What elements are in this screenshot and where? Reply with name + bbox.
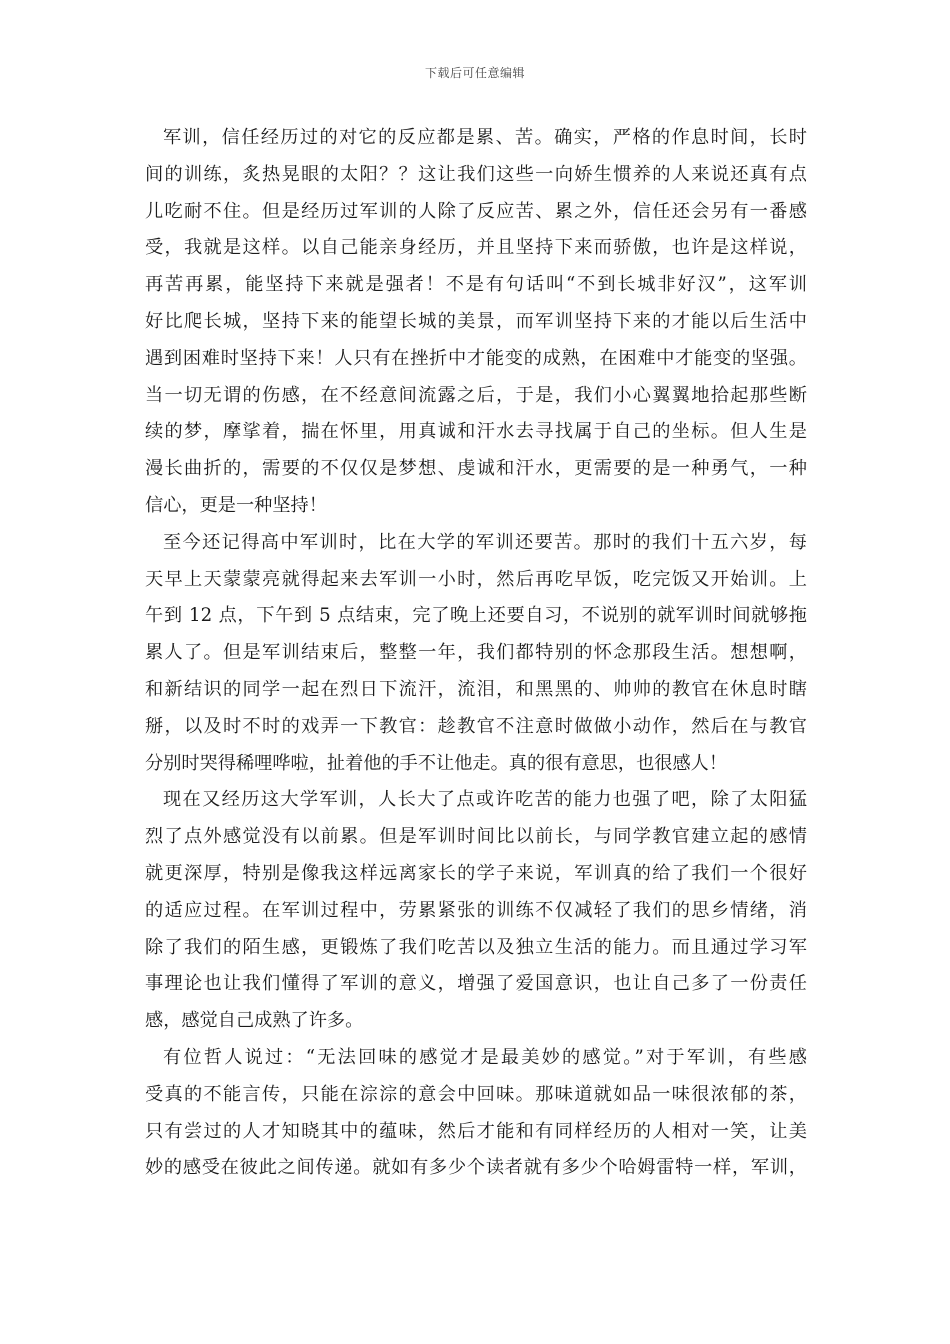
document-body [145, 120, 807, 1187]
text-line: 信心，更是一种坚持！ [145, 494, 327, 516]
text-line: 有位哲人说过：“无法回味的感觉才是最美妙的感觉。”对于军训，有些感 [163, 1046, 807, 1068]
text-line: 和新结识的同学一起在烈日下流汗，流泪，和黑黑的、帅帅的教官在休息时瞎 [145, 678, 807, 700]
text-line: 儿吃耐不住。但是经历过军训的人除了反应苦、累之外，信任还会另有一番感 [145, 200, 807, 222]
text-line: 受真的不能言传，只能在淙淙的意会中回味。那味道就如品一味很浓郁的茶， [145, 1083, 807, 1105]
page-header: 下载后可任意编辑 [424, 66, 525, 80]
text-line: 午到 12 点，下午到 5 点结束，完了晚上还要自习，不说别的就军训时间就够拖 [145, 605, 807, 627]
text-line: 续的梦，摩挲着，揣在怀里，用真诚和汗水去寻找属于自己的坐标。但人生是 [145, 421, 807, 443]
text-line: 漫长曲折的，需要的不仅仅是梦想、虔诚和汗水，更需要的是一种勇气，一种 [145, 458, 807, 480]
text-line: 分别时哭得稀哩哗啦，扯着他的手不让他走。真的很有意思，也很感人！ [145, 752, 728, 774]
text-line: 当一切无谓的伤感，在不经意间流露之后，于是，我们小心翼翼地拾起那些断 [145, 384, 807, 406]
text-line: 掰，以及时不时的戏弄一下教官：趁教官不注意时做做小动作，然后在与教官 [145, 715, 807, 737]
paragraph [145, 782, 807, 1040]
paragraph [145, 525, 807, 783]
text-line: 受，我就是这样。以自己能亲身经历，并且坚持下来而骄傲，也许是这样说， [145, 237, 807, 259]
text-line: 遇到困难时坚持下来！人只有在挫折中才能变的成熟，在困难中才能变的坚强。 [145, 347, 807, 369]
text-line: 好比爬长城，坚持下来的能望长城的美景，而军训坚持下来的才能以后生活中 [145, 310, 807, 332]
text-line: 累人了。但是军训结束后，整整一年，我们都特别的怀念那段生活。想想啊， [145, 642, 807, 664]
text-line: 只有尝过的人才知晓其中的蕴味，然后才能和有同样经历的人相对一笑，让美 [145, 1120, 807, 1142]
text-line: 妙的感受在彼此之间传递。就如有多少个读者就有多少个哈姆雷特一样，军训， [145, 1157, 807, 1179]
text-line: 感，感觉自己成熟了许多。 [145, 1010, 364, 1032]
text-line: 间的训练，炙热晃眼的太阳？？这让我们这些一向娇生惯养的人来说还真有点 [145, 163, 807, 185]
text-line: 就更深厚，特别是像我这样远离家长的学子来说，军训真的给了我们一个很好 [145, 862, 807, 884]
text-line: 事理论也让我们懂得了军训的意义，增强了爱国意识，也让自己多了一份责任 [145, 973, 807, 995]
text-line: 现在又经历这大学军训，人长大了点或许吃苦的能力也强了吧，除了太阳猛 [163, 789, 807, 811]
paragraph [145, 120, 807, 525]
text-line: 天早上天蒙蒙亮就得起来去军训一小时，然后再吃早饭，吃完饭又开始训。上 [145, 568, 807, 590]
text-line: 军训，信任经历过的对它的反应都是累、苦。确实，严格的作息时间，长时 [163, 127, 807, 148]
text-line: 再苦再累，能坚持下来就是强者！不是有句话叫“不到长城非好汉”，这军训 [145, 274, 807, 296]
text-line: 烈了点外感觉没有以前累。但是军训时间比以前长，与同学教官建立起的感情 [145, 826, 807, 848]
text-line: 至今还记得高中军训时，比在大学的军训还要苦。那时的我们十五六岁，每 [163, 531, 807, 553]
paragraph [145, 1040, 807, 1187]
text-line: 除了我们的陌生感，更锻炼了我们吃苦以及独立生活的能力。而且通过学习军 [145, 936, 807, 958]
text-line: 的适应过程。在军训过程中，劳累紧张的训练不仅减轻了我们的思乡情绪，消 [145, 899, 807, 921]
